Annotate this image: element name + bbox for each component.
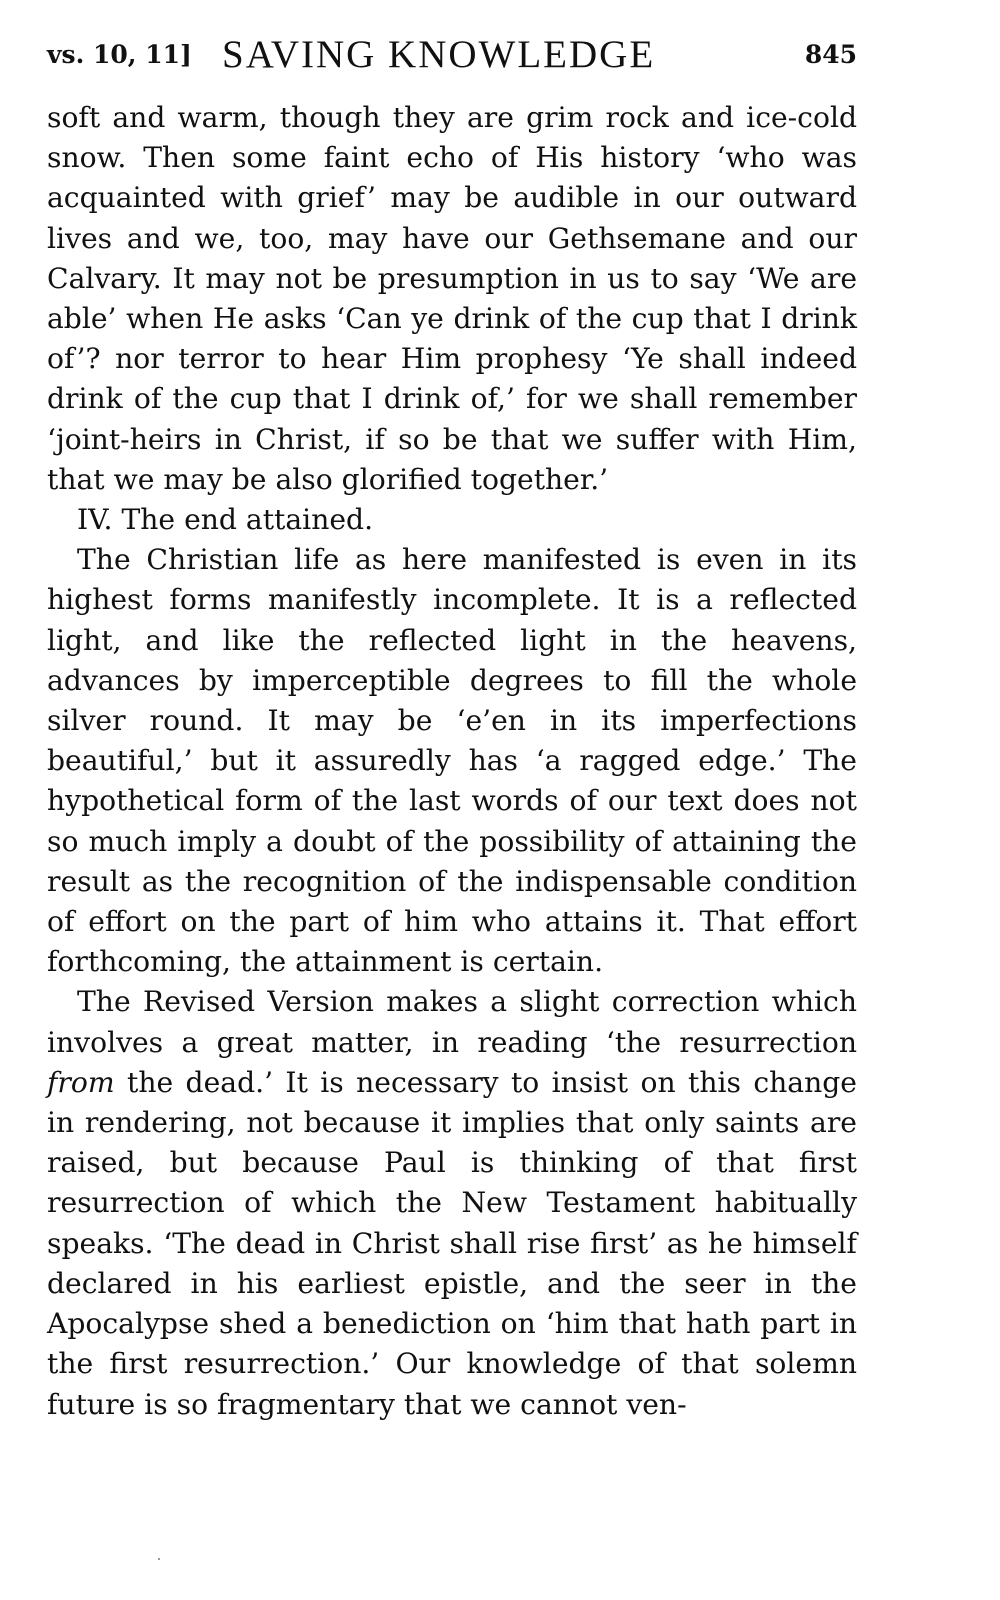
- paragraph-revised-version-part-b: the dead.’ It is necessary to insist on this change in rendering, not because it implies that only saints are raised, but because Paul is thinking of that first resurrection of which the New Testament habitually speaks. ‘The dead in Christ shall rise first’ as he himself declared in his earliest epistle, and the seer in the Apocalypse shed a benediction on ‘him that hath part in the first resurrection.’ Our knowledge of that solemn future is so fragmentary that we cannot ven-: [47, 1065, 857, 1421]
- book-page: [47, 32, 857, 1425]
- paragraph-christian-life: The Christian life as here manifested is even in its highest forms manifestly incomplete. It is a reflected light, and like the reflected light in the heavens, advances by imperceptible degrees to fill the whole silver round. It may be ‘e’en in its imperfections beautiful,’ but it assuredly has ‘a ragged edge.’ The hypothetical form of the last words of our text does not so much imply a doubt of the possibility of attaining the result as the recognition of the indispensable condition of effort on the part of him who attains it. That effort forthcoming, the attainment is certain.: [47, 543, 857, 979]
- paragraph-continued: soft and warm, though they are grim rock and ice-cold snow. Then some faint echo of His history ‘who was acquainted with grief’ may be audible in our outward lives and we, too, may have our Gethsemane and our Calvary. It may not be presumption in us to say ‘We are able’ when He asks ‘Can ye drink of the cup that I drink of’? nor terror to hear Him prophesy ‘Ye shall indeed drink of the cup that I drink of,’ for we shall remember ‘joint-heirs in Christ, if so be that we suffer with Him, that we may be also glorified together.’: [47, 101, 857, 496]
- running-head: [47, 32, 857, 82]
- verse-reference: vs. 10, 11]: [47, 40, 192, 69]
- italic-word-from: from: [47, 1065, 115, 1099]
- chapter-title: SAVING KNOWLEDGE: [222, 33, 656, 76]
- page-number: 845: [804, 40, 857, 69]
- paragraph-revised-version-part-a: The Revised Version makes a slight correction which involves a great matter, in reading ‘the resurrection: [47, 985, 857, 1059]
- body-text: [47, 98, 857, 1425]
- paragraph-revised-version: [47, 982, 857, 1424]
- section-heading: IV. The end attained.: [77, 503, 374, 537]
- print-speck: [158, 1558, 160, 1560]
